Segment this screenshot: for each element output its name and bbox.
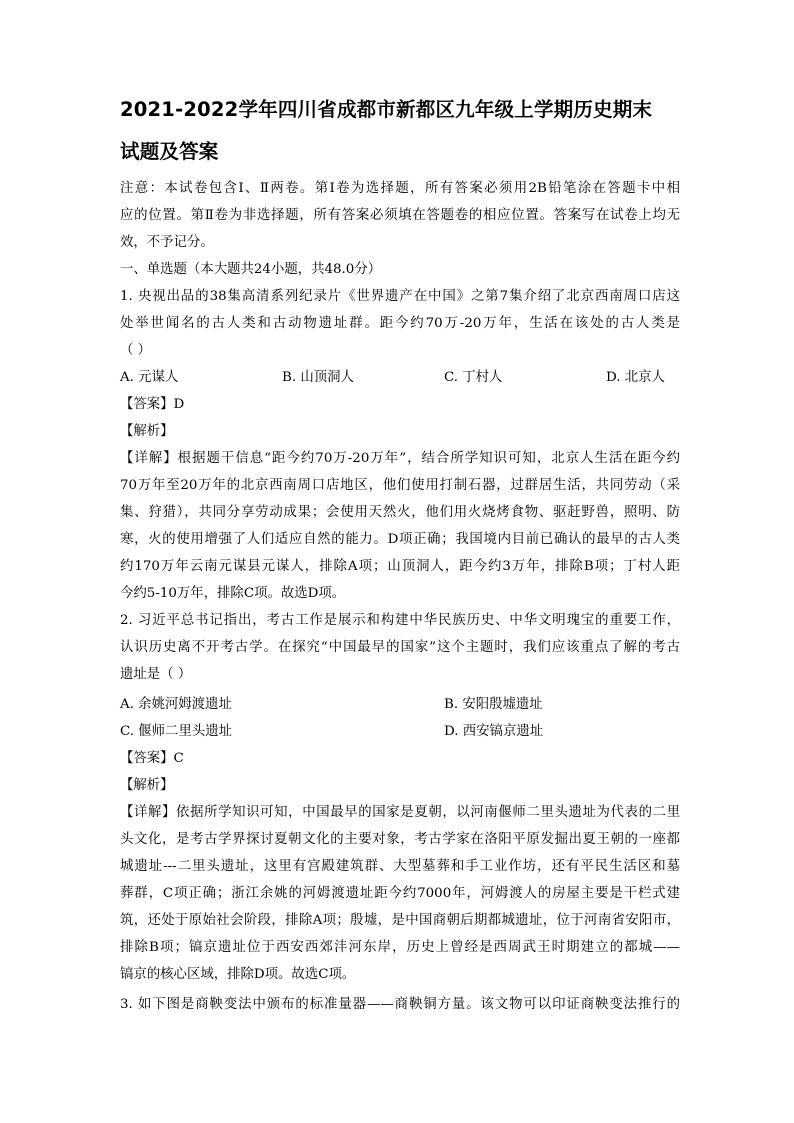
q2-option-d: D. 西安镐京遗址 xyxy=(444,724,544,739)
q1-detail-line-2: 70万年至20万年的北京西南周口店地区，他们使用打制石器，过群居生活，共同劳动（采 xyxy=(120,478,680,493)
q1-option-a: A. 元谋人 xyxy=(120,370,179,385)
q1-option-d: D. 北京人 xyxy=(606,370,665,385)
q2-answer: 【答案】C xyxy=(120,751,184,766)
q2-detail-line-3: 城遗址---二里头遗址，这里有宫殿建筑群、大型墓葬和手工业作坊，还有平民生活区和墓 xyxy=(120,859,680,874)
notice-line-2: 应的位置。第Ⅱ卷为非选择题，所有答案必须填在答题卷的相应位置。答案写在试卷上均无 xyxy=(120,208,680,223)
q2-option-a: A. 余姚河姆渡遗址 xyxy=(120,697,232,712)
q2-stem-line-1: 2. 习近平总书记指出，考古工作是展示和构建中华民族历史、中华文明瑰宝的重要工作， xyxy=(120,613,680,628)
q1-detail-line-1: 【详解】根据题干信息“距今约70万-20万年”，结合所学知识可知，北京人生活在距今约 xyxy=(120,451,680,466)
document-title-line-2: 试题及答案 xyxy=(120,140,219,163)
q2-detail-line-6: 排除B项；镐京遗址位于西安西郊沣河东岸，历史上曾经是西周武王时期建立的都城—— xyxy=(120,940,680,955)
q2-detail-line-7: 镐京的核心区域，排除D项。故选C项。 xyxy=(120,967,356,982)
q3-stem-line-1: 3. 如下图是商鞅变法中颁布的标准量器——商鞅铜方量。该文物可以印证商鞅变法推行的 xyxy=(120,997,680,1012)
notice-line-3: 效，不予记分。 xyxy=(120,235,214,250)
document-title-line-1: 2021-2022学年四川省成都市新都区九年级上学期历史期末 xyxy=(120,98,653,121)
q1-detail-line-4: 寒，火的使用增强了人们适应自然的能力。D项正确；我国境内目前已确认的最早的古人类 xyxy=(120,532,680,547)
q1-analysis-label: 【解析】 xyxy=(120,424,174,439)
q2-detail-line-4: 葬群，C项正确；浙江余姚的河姆渡遗址距今约7000年，河姆渡人的房屋主要是干栏式建 xyxy=(120,886,680,901)
q2-detail-line-2: 头文化，是考古学界探讨夏朝文化的主要对象，考古学家在洛阳平原发掘出夏王朝的一座都 xyxy=(120,832,680,847)
q1-stem-line-3: （ ） xyxy=(120,343,152,358)
section-heading: 一、单选题（本大题共24小题，共48.0分） xyxy=(120,262,382,277)
q2-analysis-label: 【解析】 xyxy=(120,778,174,793)
q1-stem-line-1: 1. 央视出品的38集高清系列纪录片《世界遗产在中国》之第7集介绍了北京西南周口店这 xyxy=(120,289,680,304)
q2-detail-line-1: 【详解】依据所学知识可知，中国最早的国家是夏朝，以河南偃师二里头遗址为代表的二里 xyxy=(120,805,680,820)
q2-detail-line-5: 筑，还处于原始社会阶段，排除A项；殷墟，是中国商朝后期都城遗址，位于河南省安阳市， xyxy=(120,913,680,928)
q1-detail-line-5: 约170万年云南元谋县元谋人，排除A项；山顶洞人，距今约3万年，排除B项；丁村人距 xyxy=(120,559,680,574)
q1-option-b: B. 山顶洞人 xyxy=(282,370,354,385)
q2-option-b: B. 安阳殷墟遗址 xyxy=(444,697,543,712)
q2-stem-line-2: 认识历史离不开考古学。在探究“中国最早的国家”这个主题时，我们应该重点了解的考古 xyxy=(120,640,680,655)
q2-stem-line-3: 遗址是（ ） xyxy=(120,667,192,682)
q2-option-c: C. 偃师二里头遗址 xyxy=(120,724,233,739)
q1-stem-line-2: 处举世闻名的古人类和古动物遗址群。距今约70万-20万年，生活在该处的古人类是 xyxy=(120,316,680,331)
q1-detail-line-6: 今约5-10万年，排除C项。故选D项。 xyxy=(120,586,346,601)
q1-detail-line-3: 集、狩猎），共同分享劳动成果；会使用天然火，他们用火烧烤食物、驱赶野兽，照明、防 xyxy=(120,505,680,520)
notice-line-1: 注意：本试卷包含Ⅰ、Ⅱ两卷。第Ⅰ卷为选择题，所有答案必须用2B铅笔涂在答题卡中相 xyxy=(120,181,680,196)
q1-answer: 【答案】D xyxy=(120,397,185,412)
q1-option-c: C. 丁村人 xyxy=(444,370,503,385)
